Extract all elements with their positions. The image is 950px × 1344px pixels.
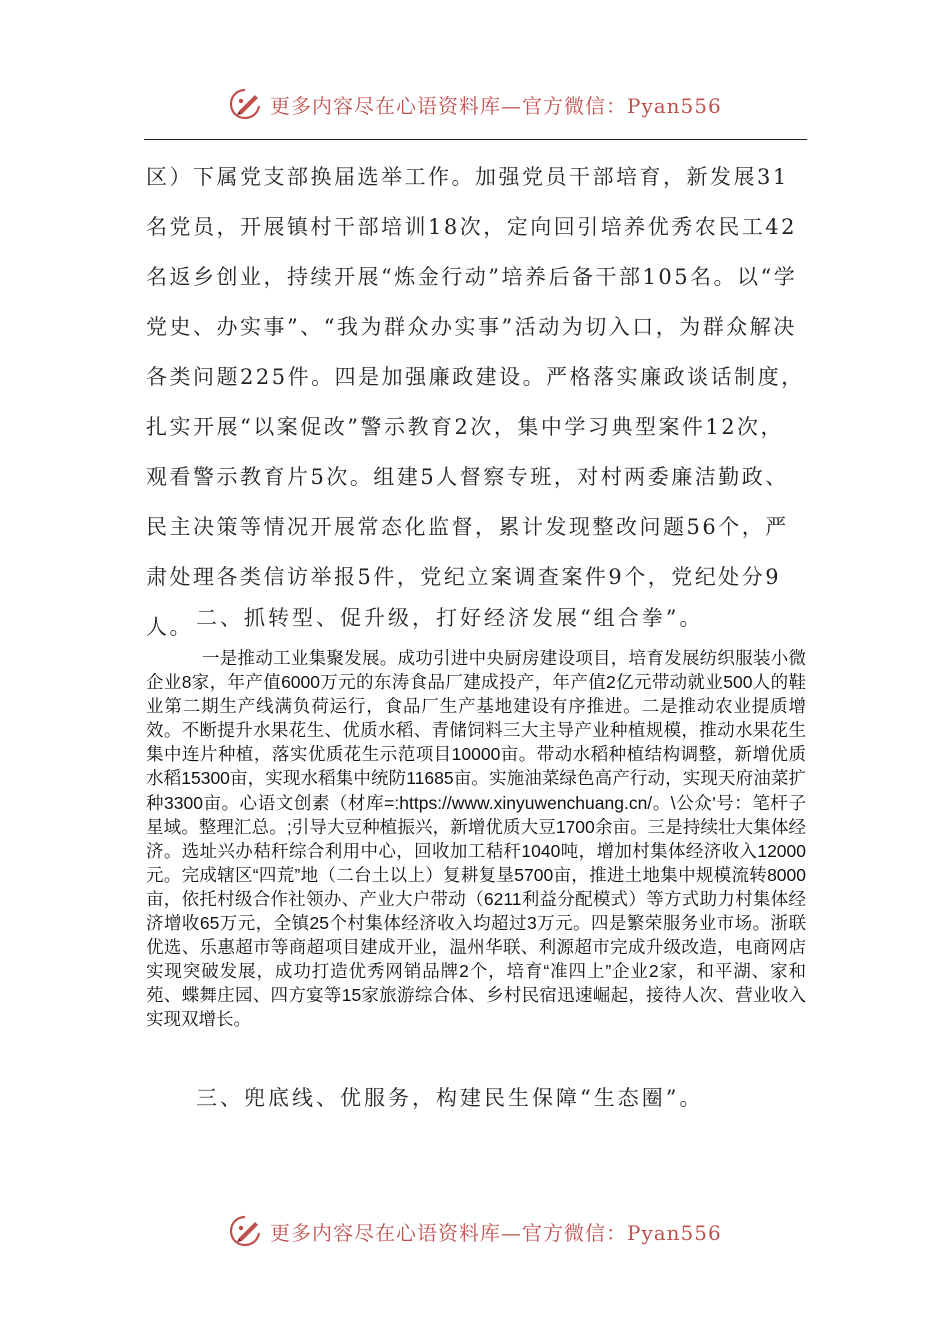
footer-banner bbox=[228, 1213, 722, 1249]
section-heading-economy: 二、抓转型、促升级，打好经济发展“组合拳”。 bbox=[196, 606, 704, 630]
paragraph-party-building bbox=[146, 152, 806, 652]
header-banner bbox=[228, 86, 722, 122]
pen-logo-icon bbox=[228, 1214, 262, 1248]
footer-banner-text: 更多内容尽在心语资料库—官方微信：Pyan556 bbox=[270, 1220, 722, 1245]
paragraph-economy: 一是推动工业集聚发展。成功引进中央厨房建设项目，培育发展纺织服装小微企业8家，年产值6000万元的东涛食品厂建成投产，年产值2亿元带动就业500人的鞋业第二期生产线满负荷运行，食品厂生产基地建设有序推进。二是推动农业提质增效。不断提升水果花生、优质水稻、青储饲料三大主导产业种植规模，推动水果花生集中连片种植，落实优质花生示范项目10000亩。带动水稻种植结构调整，新增优质水稻15300亩，实现水稻集中统防11685亩。实施油菜绿色高产行动，实现天府油菜扩种3300亩。心语文创素（材库=:https://www.xinyuwenchuang.cn/。\公众'号：笔杆子星域。整理汇总。;引导大豆种植振兴，新增优质大豆1700余亩。三是持续壮大集体经济。选址兴办秸秆综合利用中心，回收加工秸秆1040吨，增加村集体经济收入12000元。完成辖区“四荒”地（二台土以上）复耕复垦5700亩，推进土地集中规模流转8000亩，依托村级合作社领办、产业大户带动（6211利益分配模式）等方式助力村集体经济增收65万元，全镇25个村集体经济收入均超过3万元。四是繁荣服务业市场。浙联优选、乐惠超市等商超项目建成开业，温州华联、利源超市完成升级改造，电商网店实现突破发展，成功打造优秀网销品牌2个，培育“准四上”企业2家，和平湖、家和苑、蝶舞庄园、四方宴等15家旅游综合体、乡村民宿迅速崛起，接待人次、营业收入实现双增长。 bbox=[146, 648, 806, 1030]
header-divider bbox=[144, 139, 807, 140]
section-heading-livelihood: 三、兜底线、优服务，构建民生保障“生态圈”。 bbox=[196, 1086, 704, 1110]
paragraph-1-text: 区）下属党支部换届选举工作。加强党员干部培育，新发展31名党员，开展镇村干部培训18次，定向回引培养优秀农民工42名返乡创业，持续开展“炼金行动”培养后备干部105名。以“学党史、办实事”、“我为群众办实事”活动为切入口，为群众解决各类问题225件。四是加强廉政建设。严格落实廉政谈话制度，扎实开展“以案促改”警示教育2次，集中学习典型案件12次，观看警示教育片5次。组建5人督察专班，对村两委廉洁勤政、民主决策等情况开展常态化监督，累计发现整改问题56个，严肃处理各类信访举报5件，党纪立案调查案件9个，党纪处分9人。 bbox=[146, 165, 805, 639]
pen-logo-icon bbox=[228, 87, 262, 121]
header-banner-text: 更多内容尽在心语资料库—官方微信：Pyan556 bbox=[270, 93, 722, 118]
